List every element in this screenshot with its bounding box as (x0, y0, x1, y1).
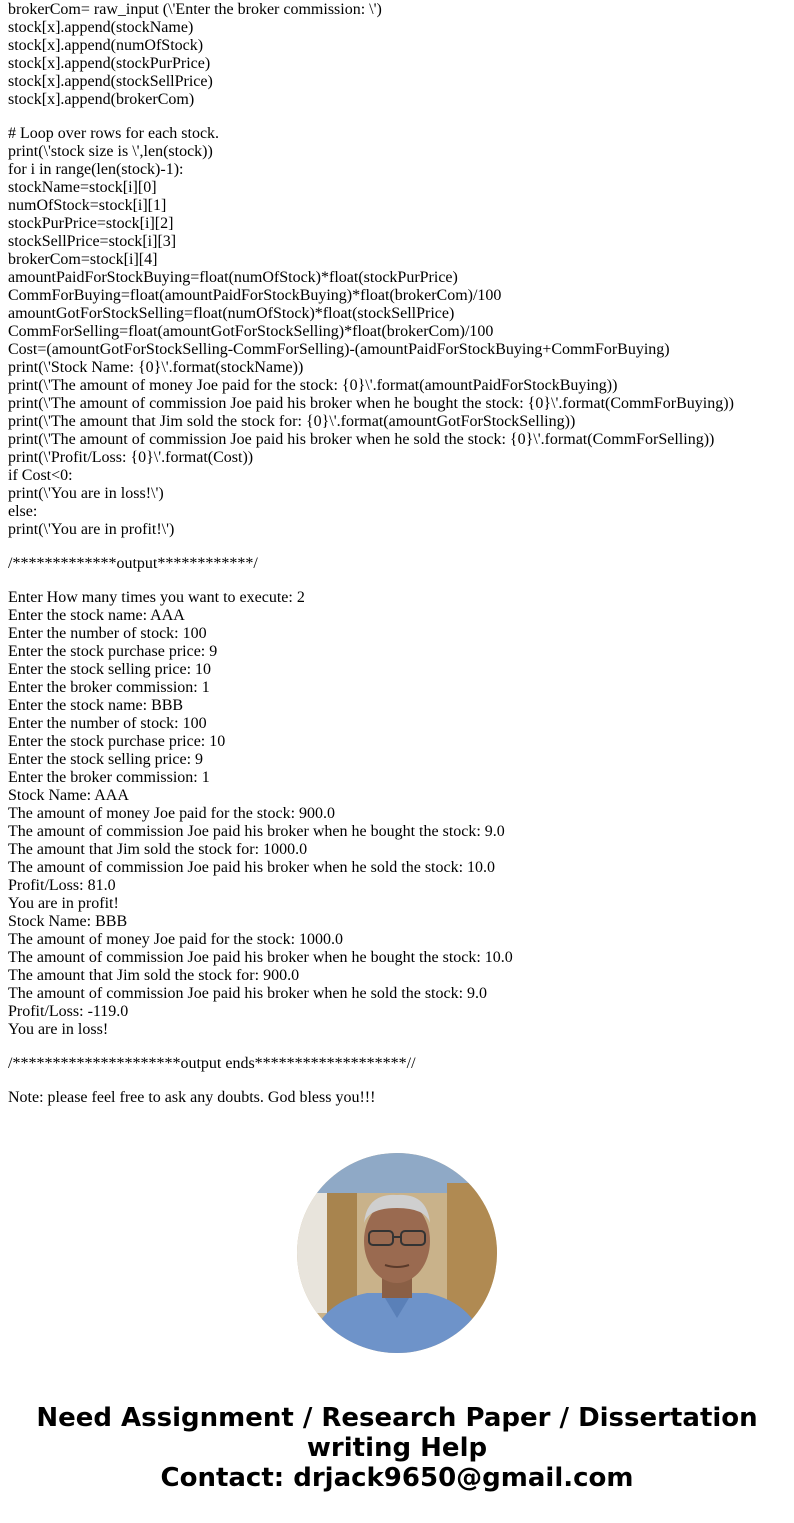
output-line: The amount of money Joe paid for the stock: 900.0 (8, 805, 336, 822)
output-line: Stock Name: AAA (8, 787, 129, 804)
code-block-loop (8, 125, 794, 539)
output-line: The amount that Jim sold the stock for: 1000.0 (8, 841, 308, 858)
code-line: # Loop over rows for each stock. (8, 125, 220, 142)
code-line: amountGotForStockSelling=float(numOfStock)*float(stockSellPrice) (8, 305, 455, 322)
code-line: for i in range(len(stock)-1): (8, 161, 184, 178)
output-line: Enter the broker commission: 1 (8, 769, 210, 786)
output-line: The amount of money Joe paid for the stock: 1000.0 (8, 931, 344, 948)
code-line: stock[x].append(brokerCom) (8, 91, 195, 108)
output-line: Enter the stock selling price: 10 (8, 661, 212, 678)
output-line: Enter the stock purchase price: 9 (8, 643, 218, 660)
code-line: stockPurPrice=stock[i][2] (8, 215, 174, 232)
code-line: stock[x].append(stockPurPrice) (8, 55, 211, 72)
output-line: The amount of commission Joe paid his broker when he bought the stock: 9.0 (8, 823, 505, 840)
code-line: Cost=(amountGotForStockSelling-CommForSelling)-(amountPaidForStockBuying+CommForBuying) (8, 341, 670, 358)
output-line: Enter the stock purchase price: 10 (8, 733, 226, 750)
code-line: numOfStock=stock[i][1] (8, 197, 167, 214)
code-line: brokerCom=stock[i][4] (8, 251, 158, 268)
output-line: Stock Name: BBB (8, 913, 128, 930)
output-line: Enter How many times you want to execute: 2 (8, 589, 305, 606)
output-line: You are in profit! (8, 895, 119, 912)
promo-contact: Contact: drjack9650@gmail.com (160, 1463, 634, 1493)
code-block-input (8, 1, 794, 109)
code-line: print(\'The amount of commission Joe paid his broker when he sold the stock: {0}\'.format(CommForSelling)) (8, 431, 715, 448)
code-line: stockName=stock[i][0] (8, 179, 157, 196)
answer-content (8, 1, 794, 1123)
promo-line-1: Need Assignment / Research Paper / Dissertation (36, 1403, 758, 1433)
note-text: Note: please feel free to ask any doubts. God bless you!!! (8, 1089, 376, 1106)
code-line: stock[x].append(stockName) (8, 19, 194, 36)
author-avatar (297, 1153, 497, 1353)
output-line: The amount that Jim sold the stock for: 900.0 (8, 967, 300, 984)
output-line: Enter the stock selling price: 9 (8, 751, 204, 768)
code-line: print(\'stock size is \',len(stock)) (8, 143, 213, 160)
note-block (8, 1089, 794, 1107)
output-line: You are in loss! (8, 1021, 109, 1038)
output-line: Enter the number of stock: 100 (8, 715, 207, 732)
output-line: Enter the broker commission: 1 (8, 679, 210, 696)
code-line: else: (8, 503, 38, 520)
output-line: The amount of commission Joe paid his broker when he bought the stock: 10.0 (8, 949, 513, 966)
code-line: stockSellPrice=stock[i][3] (8, 233, 177, 250)
code-line: print(\'Stock Name: {0}\'.format(stockName)) (8, 359, 304, 376)
output-line: Profit/Loss: 81.0 (8, 877, 116, 894)
output-block (8, 589, 794, 1039)
code-line: print(\'The amount of money Joe paid for the stock: {0}\'.format(amountPaidForStockBuying)) (8, 377, 618, 394)
code-line: print(\'Profit/Loss: {0}\'.format(Cost)) (8, 449, 254, 466)
output-header-block (8, 555, 794, 573)
code-line: brokerCom= raw_input (\'Enter the broker commission: \') (8, 1, 382, 18)
code-line: stock[x].append(numOfStock) (8, 37, 204, 54)
code-line: stock[x].append(stockSellPrice) (8, 73, 213, 90)
output-line: Enter the stock name: BBB (8, 697, 184, 714)
code-line: print(\'The amount of commission Joe paid his broker when he bought the stock: {0}\'.format(CommForBuying)) (8, 395, 734, 412)
code-line: if Cost<0: (8, 467, 73, 484)
code-line: print(\'You are in loss!\') (8, 485, 164, 502)
output-footer-block (8, 1055, 794, 1073)
promo-banner (0, 1403, 794, 1493)
promo-line-2: writing Help (306, 1433, 488, 1463)
output-line: Enter the stock name: AAA (8, 607, 185, 624)
output-line: Profit/Loss: -119.0 (8, 1003, 129, 1020)
output-line: The amount of commission Joe paid his broker when he sold the stock: 9.0 (8, 985, 488, 1002)
output-line: Enter the number of stock: 100 (8, 625, 207, 642)
code-line: CommForBuying=float(amountPaidForStockBuying)*float(brokerCom)/100 (8, 287, 502, 304)
output-footer: /*********************output ends*******************// (8, 1055, 416, 1072)
output-line: The amount of commission Joe paid his broker when he sold the stock: 10.0 (8, 859, 496, 876)
code-line: CommForSelling=float(amountGotForStockSelling)*float(brokerCom)/100 (8, 323, 494, 340)
code-line: amountPaidForStockBuying=float(numOfStock)*float(stockPurPrice) (8, 269, 458, 286)
code-line: print(\'The amount that Jim sold the stock for: {0}\'.format(amountGotForStockSelling)) (8, 413, 576, 430)
output-header: /*************output************/ (8, 555, 258, 572)
code-line: print(\'You are in profit!\') (8, 521, 175, 538)
